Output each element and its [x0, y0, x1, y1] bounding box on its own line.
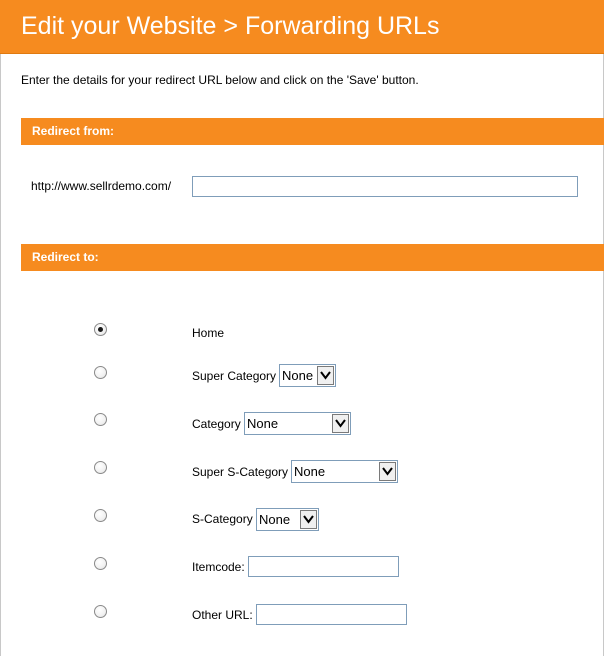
- option-other-url-label: Other URL:: [192, 608, 253, 622]
- itemcode-input[interactable]: [248, 556, 399, 577]
- category-select-value: None: [247, 416, 279, 431]
- radio-super-s-category[interactable]: [94, 461, 107, 474]
- option-home-label: Home: [192, 326, 225, 340]
- option-s-category-label: S-Category: [192, 512, 253, 526]
- super-s-category-select[interactable]: [291, 460, 398, 483]
- radio-selected-dot: [98, 327, 103, 332]
- redirect-from-section-bar: [21, 118, 604, 145]
- chevron-down-icon[interactable]: [300, 510, 317, 529]
- super-category-select-value: None: [282, 368, 314, 383]
- radio-home[interactable]: [94, 323, 107, 336]
- option-category-label: Category: [192, 417, 241, 431]
- category-select[interactable]: [244, 412, 351, 435]
- page-title: Edit your Website > Forwarding URLs: [21, 12, 440, 40]
- chevron-down-icon[interactable]: [317, 366, 334, 385]
- radio-category[interactable]: [94, 413, 107, 426]
- chevron-down-icon[interactable]: [332, 414, 349, 433]
- super-category-select[interactable]: [279, 364, 336, 387]
- redirect-to-section-bar: [21, 244, 604, 271]
- page-header: [0, 0, 604, 54]
- radio-itemcode[interactable]: [94, 557, 107, 570]
- other-url-input[interactable]: [256, 604, 407, 625]
- radio-other-url[interactable]: [94, 605, 107, 618]
- option-super-s-category-label: Super S-Category: [192, 465, 289, 479]
- redirect-from-label: Redirect from:: [32, 124, 115, 138]
- s-category-select[interactable]: [256, 508, 319, 531]
- option-itemcode-label: Itemcode:: [192, 560, 245, 574]
- option-super-category-label: Super Category: [192, 369, 277, 383]
- radio-super-category[interactable]: [94, 366, 107, 379]
- redirect-to-label: Redirect to:: [32, 250, 99, 264]
- super-s-category-select-value: None: [294, 464, 326, 479]
- chevron-down-icon[interactable]: [379, 462, 396, 481]
- intro-text: Enter the details for your redirect URL below and click on the 'Save' button.: [21, 73, 419, 87]
- radio-s-category[interactable]: [94, 509, 107, 522]
- redirect-from-domain-prefix: http://www.sellrdemo.com/: [31, 179, 172, 193]
- s-category-select-value: None: [259, 512, 291, 527]
- redirect-from-path-input[interactable]: [192, 176, 578, 197]
